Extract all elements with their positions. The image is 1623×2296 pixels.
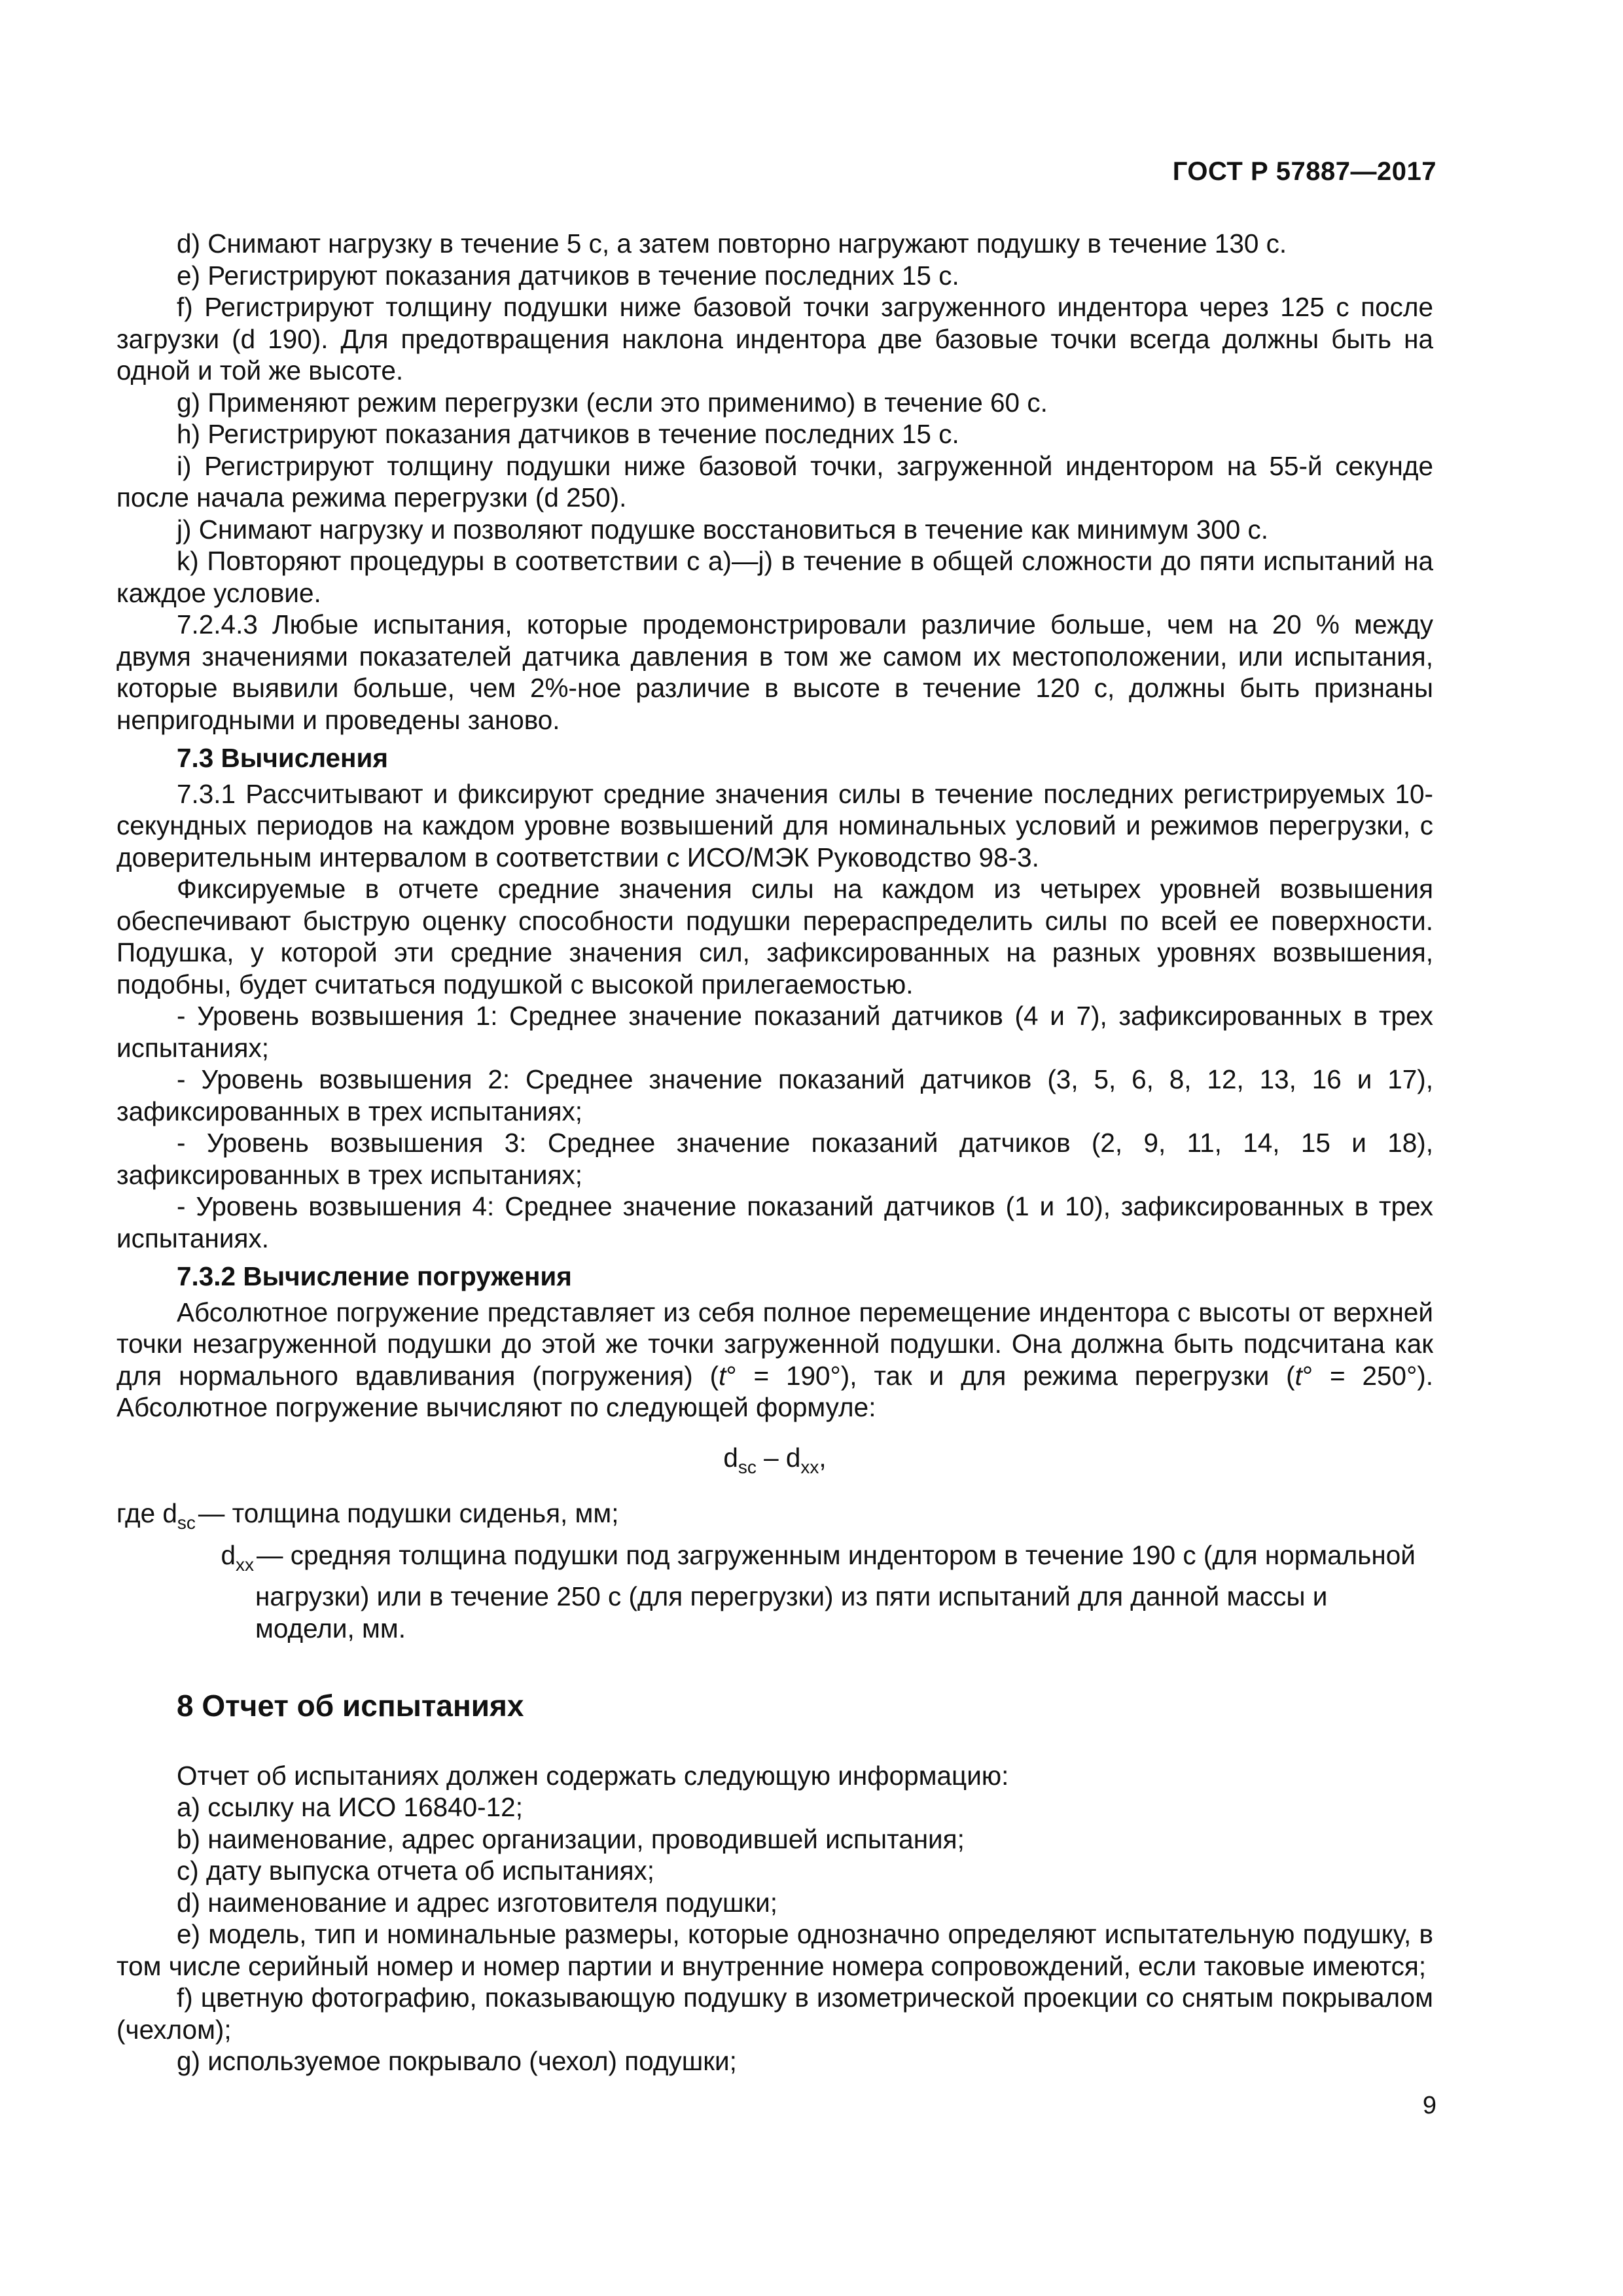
list-item-h: h) Регистрируют показания датчиков в течение последних 15 с. xyxy=(177,419,959,449)
page-content xyxy=(116,228,1433,2077)
legend-dsc: где $d_{sc}$ — толщина подушки сиденья, мм; xyxy=(116,1498,619,1533)
paragraph-averages: Фиксируемые в отчете средние значения силы на каждом из четырех уровней возвышения обеспечивают быструю оценку способности подушки перераспределить силы по всей ее поверхности. Подушка, у которой эти средние значения сил, зафиксированных на разных уровнях возвышения, подобны, будет считаться подушкой с высокой прилегаемостью. xyxy=(116,874,1433,999)
section-heading-8: 8 Отчет об испытаниях xyxy=(177,1689,524,1723)
report-item-e: e) модель, тип и номинальные размеры, которые однозначно определяют испытательную подушку, в том числе серийный номер и номер партии и внутренние номера сопровождений, если таковые имеются; xyxy=(116,1919,1433,1981)
list-item-e: e) Регистрируют показания датчиков в течение последних 15 с. xyxy=(177,260,959,291)
page-number: 9 xyxy=(1422,2092,1436,2119)
list-item-j: j) Снимают нагрузку и позволяют подушке восстановиться в течение как минимум 300 с. xyxy=(177,514,1269,545)
report-item-f: f) цветную фотографию, показывающую подушку в изометрической проекции со снятым покрывалом (чехлом); xyxy=(116,1982,1433,2045)
legend-dxx: $d_{xx}$ — средняя толщина подушки под загруженным индентором в течение 190 с (для нормальной xyxy=(221,1539,1416,1575)
list-item-g: g) Применяют режим перегрузки (если это применимо) в течение 60 с. xyxy=(177,387,1048,418)
legend-dxx-continuation: нагрузки) или в течение 250 с (для перегрузки) из пяти испытаний для данной массы и модели, мм. xyxy=(255,1581,1328,1643)
report-intro: Отчет об испытаниях должен содержать следующую информацию: xyxy=(177,1760,1009,1791)
list-item-d: d) Снимают нагрузку в течение 5 с, а затем повторно нагружают подушку в течение 130 с. xyxy=(177,228,1287,259)
elevation-level-2: - Уровень возвышения 2: Среднее значение показаний датчиков (3, 5, 6, 8, 12, 13, 16 и 17), зафиксированных в трех испытаниях; xyxy=(116,1064,1433,1126)
elevation-level-1: - Уровень возвышения 1: Среднее значение показаний датчиков (4 и 7), зафиксированных в трех испытаниях; xyxy=(116,1001,1433,1063)
list-item-k: k) Повторяют процедуры в соответствии с a)—j) в течение в общей сложности до пяти испытаний на каждое условие. xyxy=(116,546,1433,608)
standard-header: ГОСТ Р 57887—2017 xyxy=(1172,157,1436,186)
clause-7-3-1: 7.3.1 Рассчитывают и фиксируют средние значения силы в течение последних регистрируемых 10-секундных периодов на каждом уровне возвышений для номинальных условий и режимов перегрузки, с доверительным интервалом в соответствии с ИСО/МЭК Руководство 98-3. xyxy=(116,778,1433,872)
section-heading-7-3: 7.3 Вычисления xyxy=(177,743,389,773)
list-item-i: i) Регистрируют толщину подушки ниже базовой точки, загруженной индентором на 55-й секунде после начала режима перегрузки (d 250). xyxy=(116,450,1433,512)
report-item-d: d) наименование и адрес изготовителя подушки; xyxy=(177,1887,778,1918)
list-item-f: f) Регистрируют толщину подушки ниже базовой точки загруженного индентора через 125 с после загрузки (d 190). Для предотвращения наклона индентора две базовые точки всегда должны быть на одной и той же высоте. xyxy=(116,292,1433,386)
report-item-g: g) используемое покрывало (чехол) подушки; xyxy=(177,2046,737,2076)
report-item-a: a) ссылку на ИСО 16840-12; xyxy=(177,1792,523,1822)
immersion-paragraph: Абсолютное погружение представляет из себя полное перемещение индентора с высоты от верхней точки незагруженной подушки до этой же точки загруженной подушки. Она должна быть подсчитана как для нормального вдавливания (погружения) (t° = 190°), так и для режима перегрузки (t° = 250°). Абсолютное погружение вычисляют по следующей формуле: xyxy=(116,1297,1434,1422)
section-heading-7-3-2: 7.3.2 Вычисление погружения xyxy=(177,1261,572,1291)
report-item-c: c) дату выпуска отчета об испытаниях; xyxy=(177,1856,655,1886)
formula: $d_{sc} - d_{xx}$, xyxy=(723,1442,827,1477)
elevation-level-3: - Уровень возвышения 3: Среднее значение показаний датчиков (2, 9, 11, 14, 15 и 18), зафиксированных в трех испытаниях; xyxy=(116,1128,1433,1190)
clause-7-2-4-3: 7.2.4.3 Любые испытания, которые продемонстрировали различие больше, чем на 20 % между двумя значениями показателей датчика давления в том же самом их местоположении, или испытания, которые выявили больше, чем 2%-ное различие в высоте в течение 120 с, должны быть признаны непригодными и проведены заново. xyxy=(116,609,1433,735)
formula-legend xyxy=(116,1498,1433,1644)
elevation-level-4: - Уровень возвышения 4: Среднее значение показаний датчиков (1 и 10), зафиксированных в трех испытаниях. xyxy=(116,1191,1433,1253)
report-item-b: b) наименование, адрес организации, проводившей испытания; xyxy=(177,1823,965,1854)
